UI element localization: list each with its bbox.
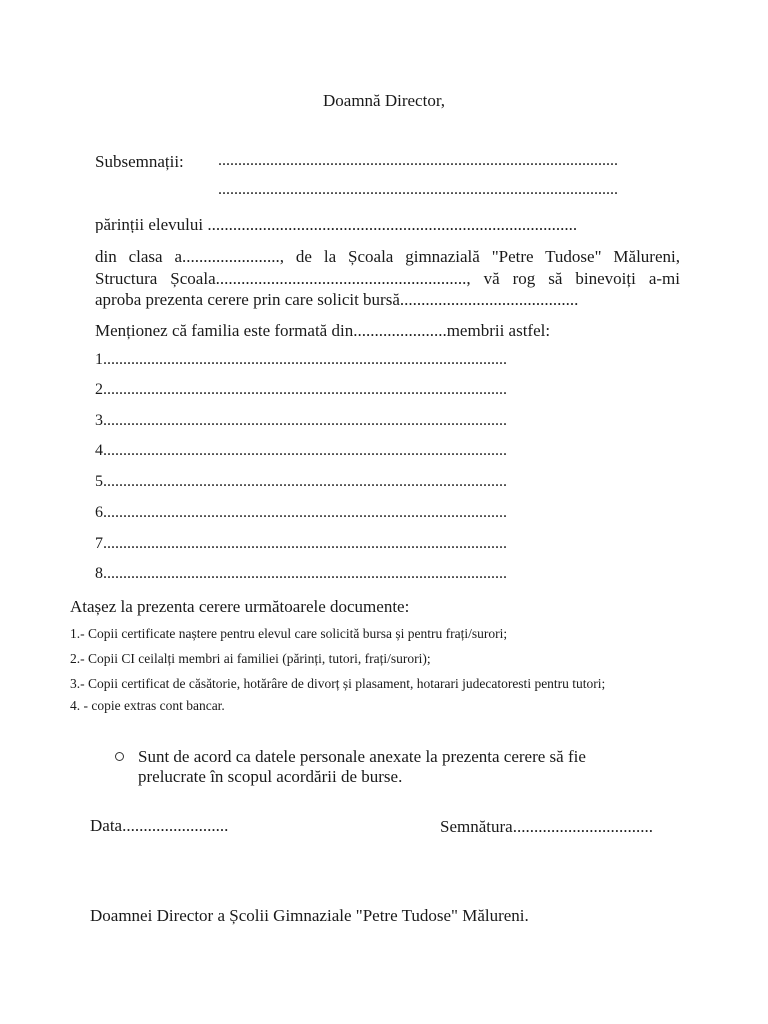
member-line-4: 4..................................................................................................... xyxy=(95,443,507,459)
member-line-5: 5..................................................................................................... xyxy=(95,474,507,490)
consent-line-2: prelucrate în scopul acordării de burse. xyxy=(138,767,403,786)
consent-bullet-icon xyxy=(115,752,124,761)
subsemnatii-label: Subsemnații: xyxy=(95,152,184,171)
clasa-line: din clasa a......................., de la Școala gimnazială "Petre Tudose" Mălureni, xyxy=(95,247,680,266)
member-line-3: 3..................................................................................................... xyxy=(95,413,507,429)
document-item-2: 2.- Copii CI ceilalți membri ai familiei (părinți, tutori, frați/surori); xyxy=(70,651,431,666)
atasez-line: Atașez la prezenta cerere următoarele documente: xyxy=(70,597,410,616)
document-item-4: 4. - copie extras cont bancar. xyxy=(70,698,225,713)
heading: Doamnă Director, xyxy=(323,91,446,110)
member-line-6: 6..................................................................................................... xyxy=(95,505,507,521)
member-line-1: 1..................................................................................................... xyxy=(95,352,507,368)
subsemnatii-line-1: .................................................................................................... xyxy=(218,153,618,169)
signature-field: Semnătura................................. xyxy=(440,817,653,836)
member-line-2: 2..................................................................................................... xyxy=(95,382,507,398)
subsemnatii-line-2: .................................................................................................... xyxy=(218,182,618,198)
member-line-8: 8..................................................................................................... xyxy=(95,566,507,582)
date-field: Data......................... xyxy=(90,816,229,835)
document-item-3: 3.- Copii certificat de căsătorie, hotărâre de divorț și plasament, hotarari judecatoresti pentru tutori; xyxy=(70,676,606,691)
aproba-line: aproba prezenta cerere prin care solicit bursă.......................................... xyxy=(95,290,579,309)
footer-addressee: Doamnei Director a Școlii Gimnaziale "Petre Tudose" Mălureni. xyxy=(90,906,529,925)
parintii-line: părinții elevului ....................................................................................... xyxy=(95,216,578,233)
member-line-7: 7..................................................................................................... xyxy=(95,536,507,552)
document-item-1: 1.- Copii certificate naștere pentru elevul care solicită bursa și pentru frați/surori; xyxy=(70,626,508,641)
consent-line-1: Sunt de acord ca datele personale anexate la prezenta cerere să fie xyxy=(138,747,586,766)
mentionez-line: Menționez că familia este formată din......................membrii astfel: xyxy=(95,321,551,340)
structura-line: Structura Școala..........................................................., vă rog să binevoiți a-mi xyxy=(95,269,680,288)
